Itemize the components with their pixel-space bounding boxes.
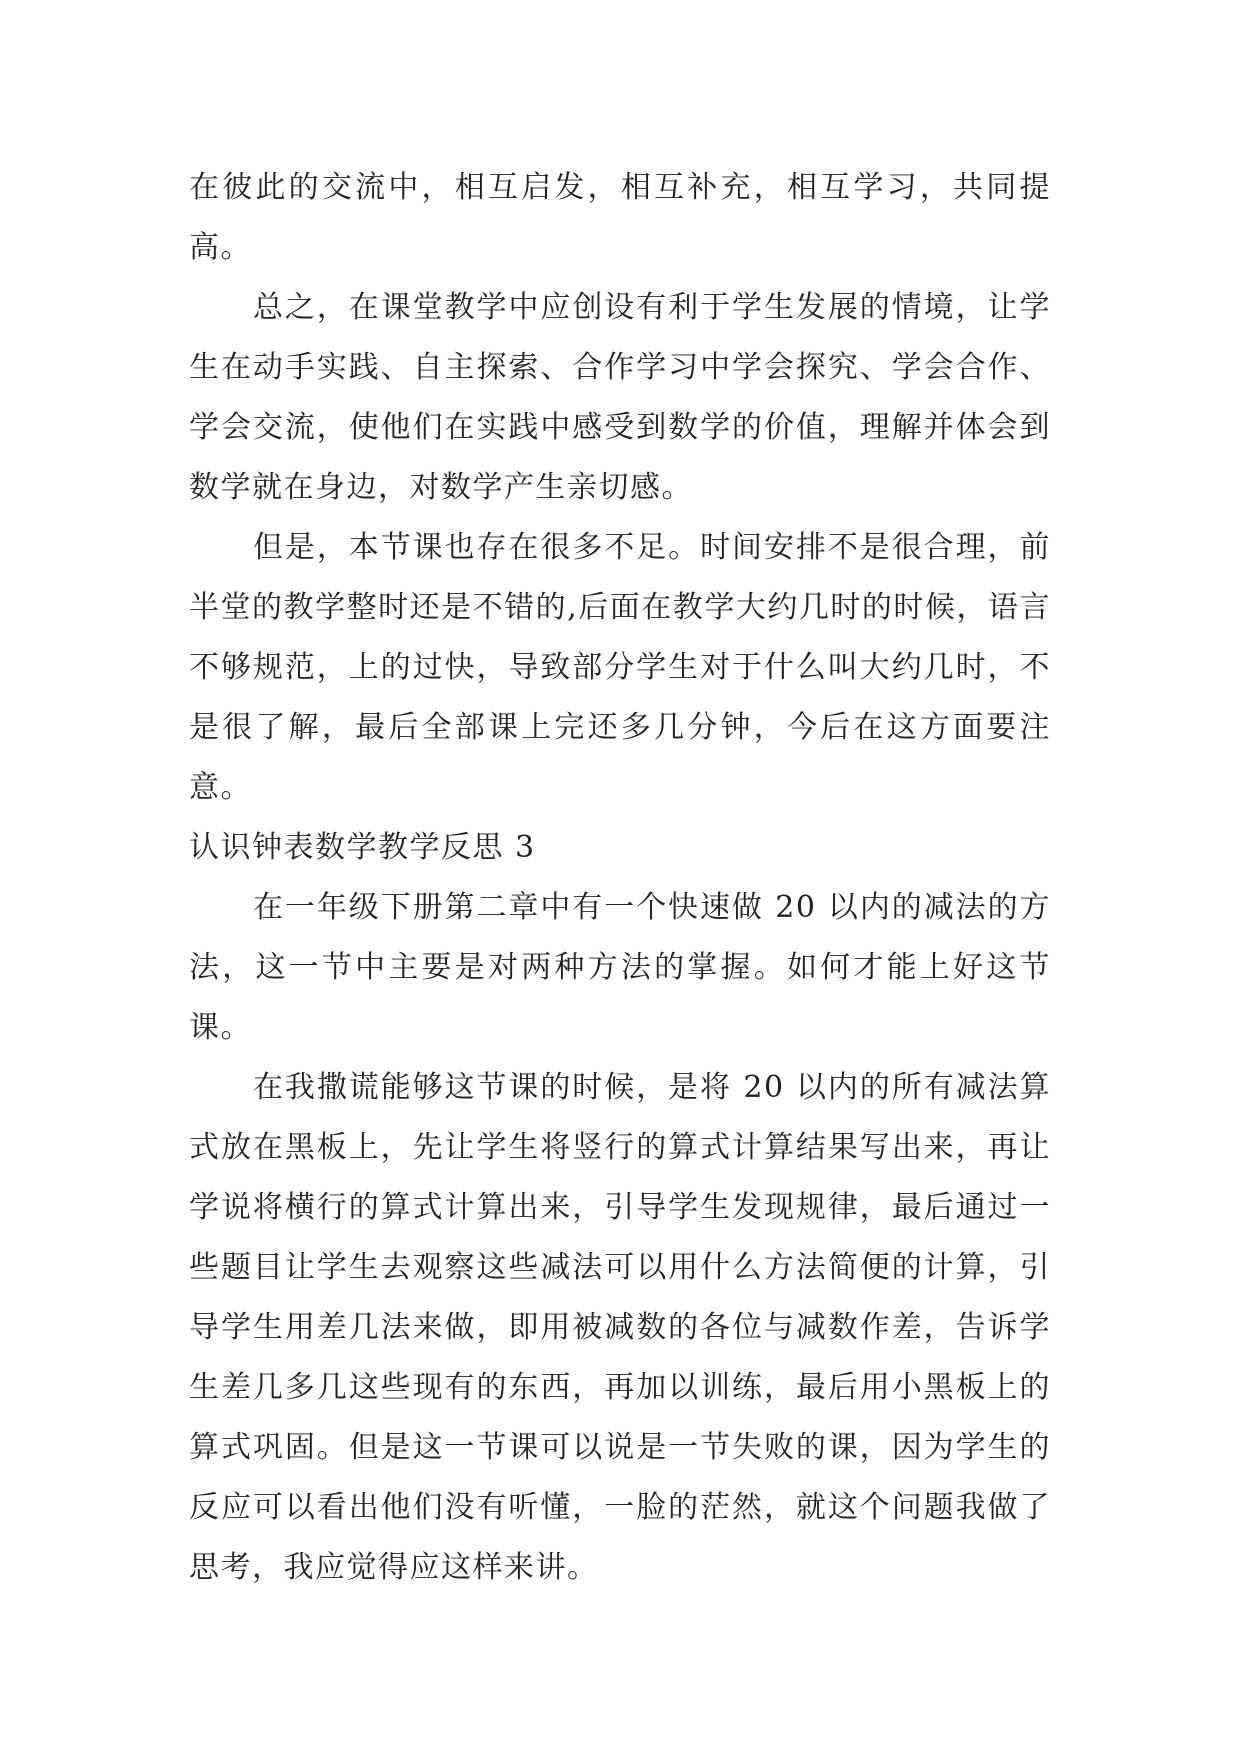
paragraph-continuation: 在彼此的交流中，相互启发，相互补充，相互学习，共同提高。 xyxy=(189,170,1051,265)
paragraph-intro: 在一年级下册第二章中有一个快速做 20 以内的减法的方法，这一节中主要是对两种方法的掌握。如何才能上好这节课。 xyxy=(189,890,1051,1045)
document-body xyxy=(189,158,1051,1598)
paragraph-reflection: 在我撒谎能够这节课的时候，是将 20 以内的所有减法算式放在黑板上，先让学生将竖行的算式计算结果写出来，再让学说将横行的算式计算出来，引导学生发现规律，最后通过一些题目让学生去观察这些减法可以用什么方法简便的计算，引导学生用差几法来做，即用被减数的各位与减数作差，告诉学生差几多几这些现有的东西，再加以训练，最后用小黑板上的算式巩固。但是这一节课可以说是一节失败的课，因为学生的反应可以看出他们没有听懂，一脸的茫然，就这个问题我做了思考，我应觉得应这样来讲。 xyxy=(189,1070,1051,1585)
paragraph-shortcomings: 但是，本节课也存在很多不足。时间安排不是很合理，前半堂的教学整时还是不错的,后面在教学大约几时的时候，语言不够规范，上的过快，导致部分学生对于什么叫大约几时，不是很了解，最后全部课上完还多几分钟，今后在这方面要注意。 xyxy=(189,530,1051,805)
section-heading: 认识钟表数学教学反思 3 xyxy=(189,830,536,865)
paragraph-summary: 总之，在课堂教学中应创设有利于学生发展的情境，让学生在动手实践、自主探索、合作学习中学会探究、学会合作、学会交流，使他们在实践中感受到数学的价值，理解并体会到数学就在身边，对数学产生亲切感。 xyxy=(189,290,1051,505)
